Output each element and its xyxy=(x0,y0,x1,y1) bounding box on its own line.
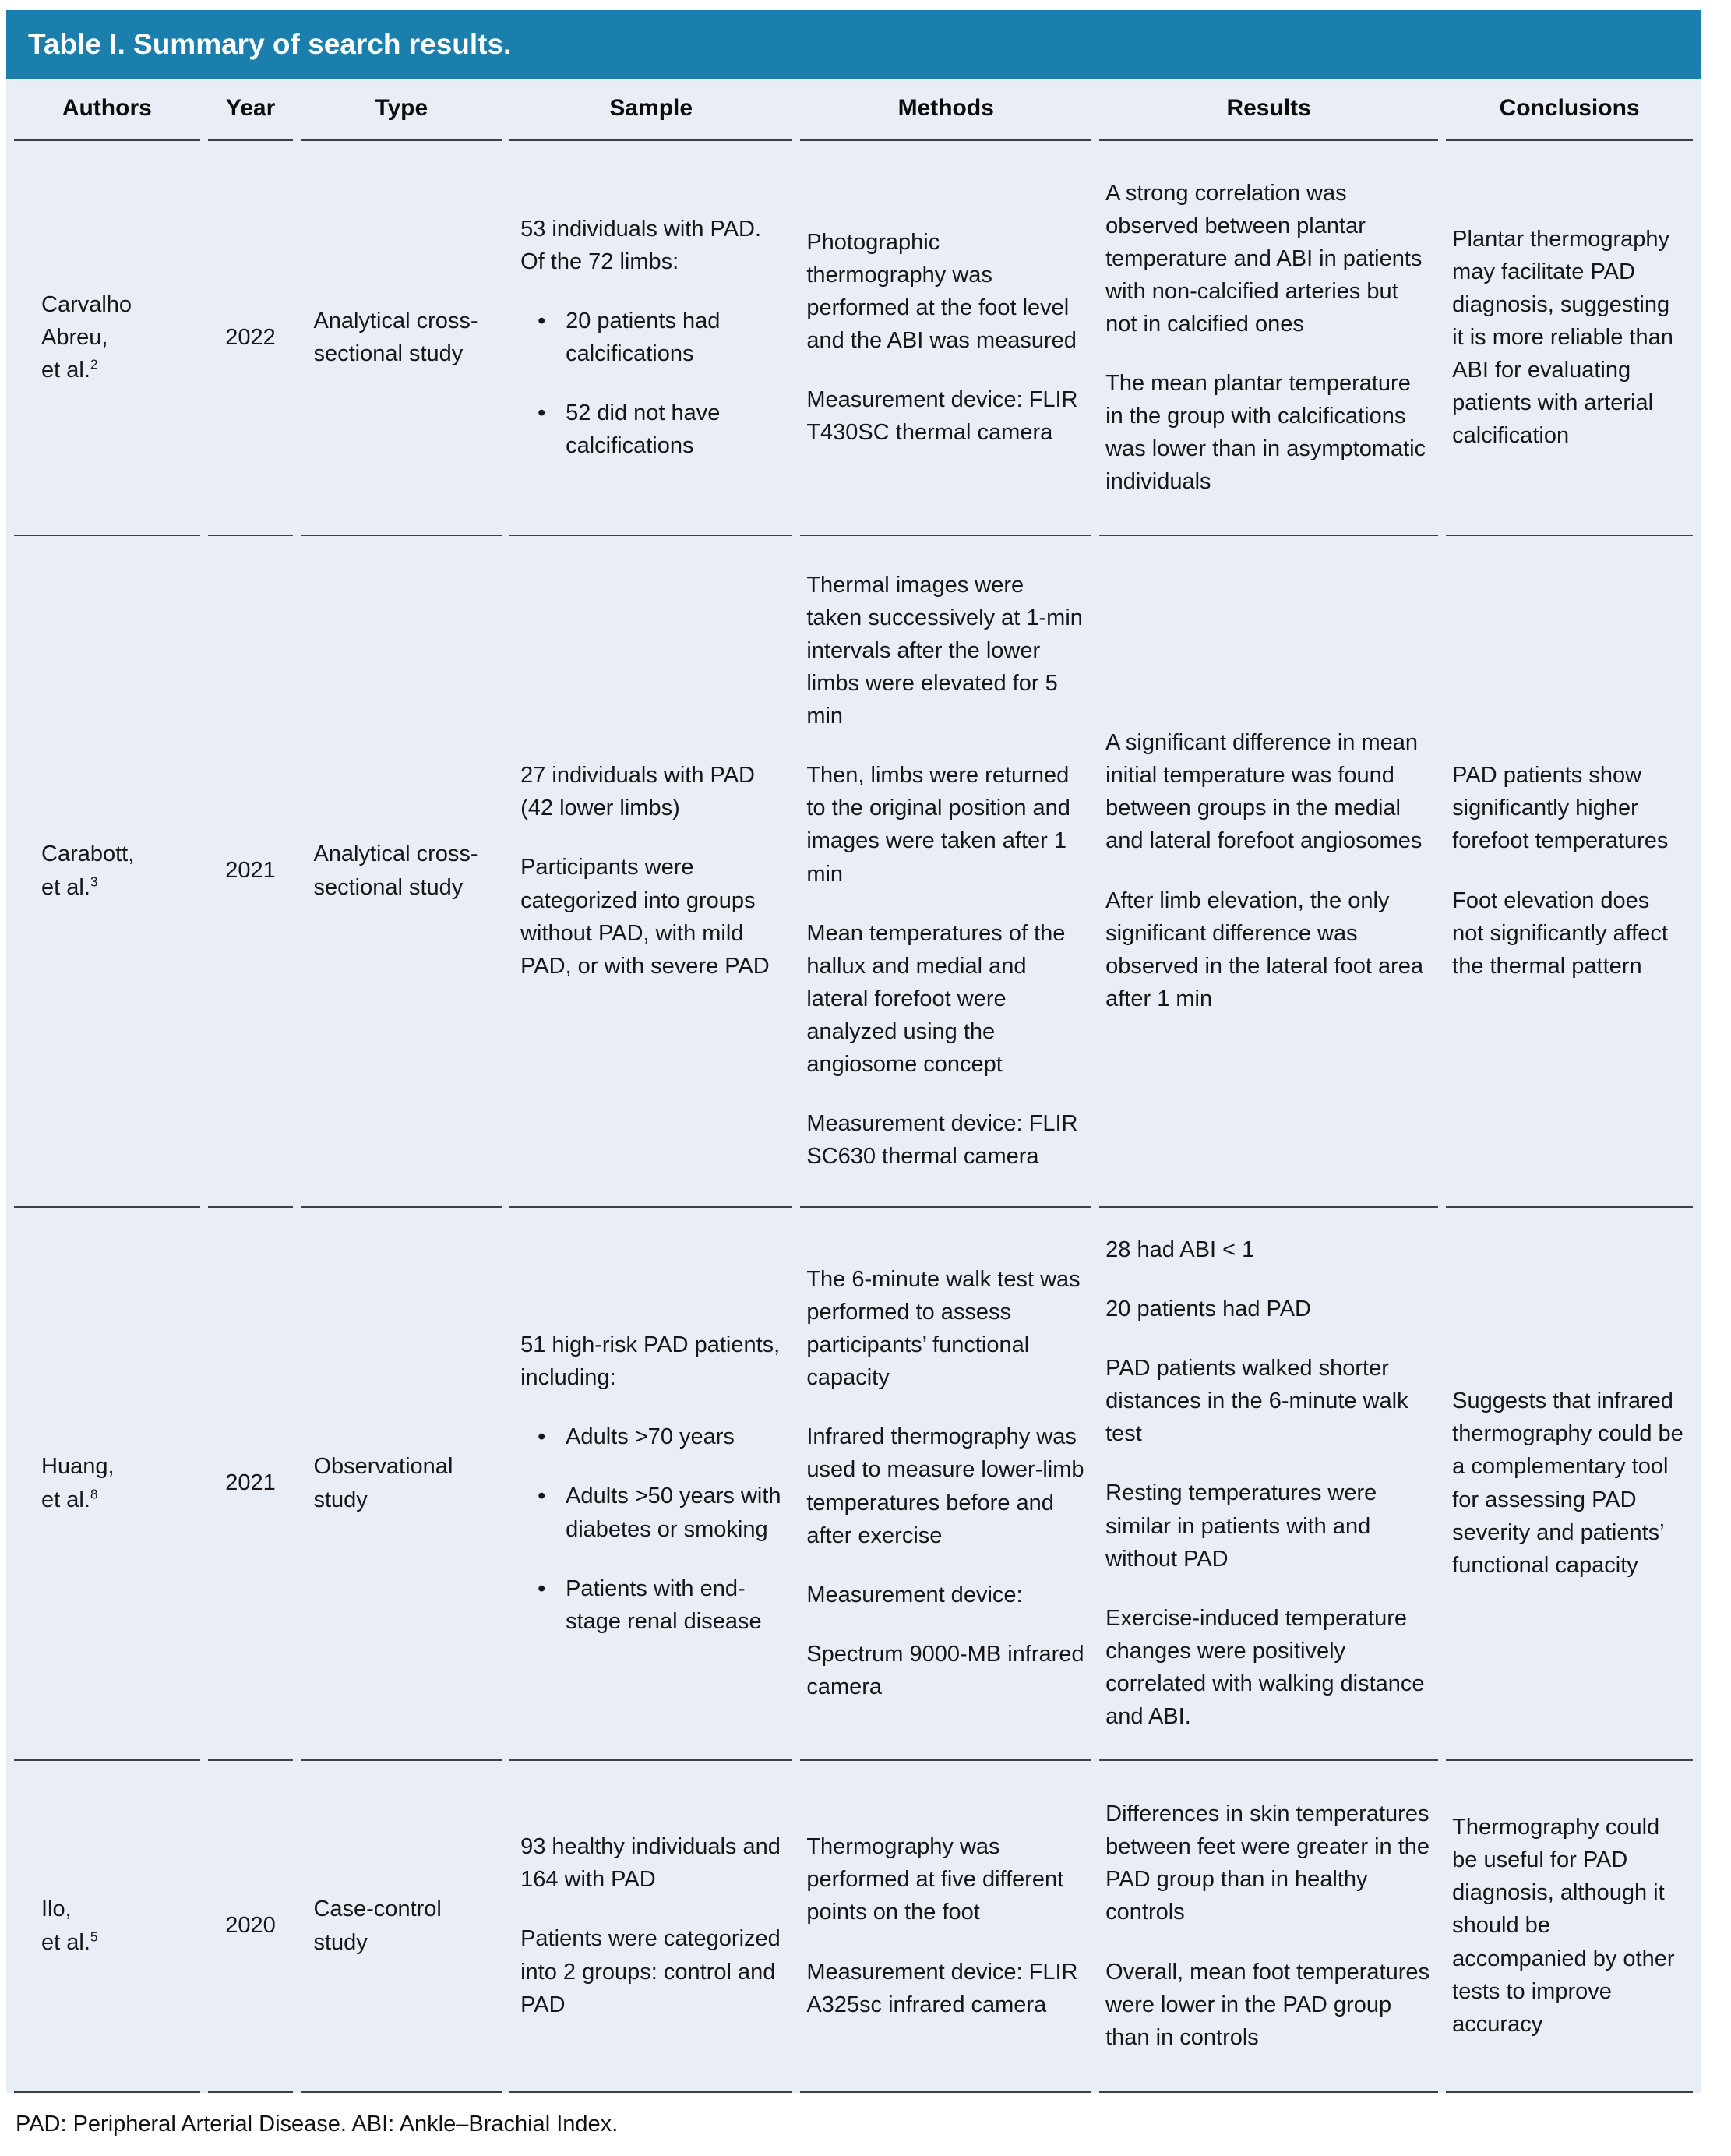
column-header-type: Type xyxy=(301,79,502,141)
cell-sample: 27 individuals with PAD (42 lower limbs) Participants were categorized into groups without PAD, with mild PAD, or with severe PAD xyxy=(509,536,792,1208)
cell-type: Case-control study xyxy=(301,1761,502,2093)
list-item: • Adults >50 years with diabetes or smoking xyxy=(520,1480,786,1545)
cell-conclusions: Thermography could be useful for PAD diagnosis, although it should be accompanied by other tests to improve accuracy xyxy=(1446,1761,1693,2093)
cell-methods: Thermal images were taken successively at 1-min intervals after the lower limbs were elevated for 5 min Then, limbs were returned to the original position and images were taken after 1 min Mean temperatures of the hallux and medial and lateral forefoot were analyzed using the angiosome concept Measurement device: FLIR SC630 thermal camera xyxy=(800,536,1091,1208)
sample-bullet-list xyxy=(520,305,786,462)
table-footnote: PAD: Peripheral Arterial Disease. ABI: Ankle–Brachial Index. xyxy=(16,2111,619,2137)
sample-bullet-list xyxy=(520,1420,786,1637)
list-item: • Patients with end-stage renal disease xyxy=(520,1572,786,1638)
table-row-ilo xyxy=(14,1761,1693,2093)
cell-results: Differences in skin temperatures between feet were greater in the PAD group than in healthy controls Overall, mean foot temperatures were lower in the PAD group than in controls xyxy=(1099,1761,1438,2093)
column-header-results: Results xyxy=(1099,79,1438,141)
table-row-carvalho-abreu xyxy=(14,141,1693,536)
header-row xyxy=(14,79,1693,141)
cell-results: 28 had ABI < 1 20 patients had PAD PAD patients walked shorter distances in the 6-minute walk test Resting temperatures were similar in patients with and without PAD Exercise-induced temperature changes were positively correlated with walking distance and ABI. xyxy=(1099,1208,1438,1761)
list-item: • 20 patients had calcifications xyxy=(520,305,786,370)
cell-year: 2020 xyxy=(208,1761,294,2093)
cell-authors xyxy=(14,1208,200,1761)
table-title: Table I. Summary of search results. xyxy=(28,28,512,60)
table-title-bar xyxy=(6,10,1701,79)
cell-conclusions: PAD patients show significantly higher forefoot temperatures Foot elevation does not significantly affect the thermal pattern xyxy=(1446,536,1693,1208)
cell-type: Analytical cross-sectional study xyxy=(301,141,502,536)
column-header-methods: Methods xyxy=(800,79,1091,141)
cell-results: A significant difference in mean initial temperature was found between groups in the medial and lateral forefoot angiosomes After limb elevation, the only significant difference was observed in the lateral foot area after 1 min xyxy=(1099,536,1438,1208)
summary-table xyxy=(6,79,1701,2093)
cell-authors xyxy=(14,536,200,1208)
column-header-conclusions: Conclusions xyxy=(1446,79,1693,141)
list-item: • Adults >70 years xyxy=(520,1420,786,1453)
cell-type: Observational study xyxy=(301,1208,502,1761)
reference-number: 2 xyxy=(90,356,98,372)
table-row-carabott xyxy=(14,536,1693,1208)
author-name: Ilo, et al.$^5$ xyxy=(41,1897,98,1955)
list-item: • 52 did not have calcifications xyxy=(520,397,786,462)
reference-number: 3 xyxy=(90,873,98,889)
author-name: Huang, et al.$^8$ xyxy=(41,1454,115,1512)
summary-table-card xyxy=(6,10,1701,2093)
cell-authors xyxy=(14,141,200,536)
cell-methods: The 6-minute walk test was performed to assess participants’ functional capacity Infrared thermography was used to measure lower-limb temperatures before and after exercise Measurement device: Spectrum 9000-MB infrared camera xyxy=(800,1208,1091,1761)
cell-year: 2021 xyxy=(208,536,294,1208)
column-header-authors: Authors xyxy=(14,79,200,141)
cell-year: 2022 xyxy=(208,141,294,536)
cell-authors xyxy=(14,1761,200,2093)
cell-sample: 51 high-risk PAD patients, including: • Adults >70 years • Adults >50 years with diabetes or smoking • Patients with end-stage renal disease xyxy=(509,1208,792,1761)
cell-sample: 53 individuals with PAD. Of the 72 limbs: • 20 patients had calcifications • 52 did not have calcifications xyxy=(509,141,792,536)
cell-results: A strong correlation was observed between plantar temperature and ABI in patients with non-calcified arteries but not in calcified ones The mean plantar temperature in the group with calcifications was lower than in asymptomatic individuals xyxy=(1099,141,1438,536)
cell-methods: Photographic thermography was performed at the foot level and the ABI was measured Measurement device: FLIR T430SC thermal camera xyxy=(800,141,1091,536)
reference-number: 5 xyxy=(90,1928,98,1944)
cell-year: 2021 xyxy=(208,1208,294,1761)
author-name: Carabott, et al.$^3$ xyxy=(41,842,135,900)
reference-number: 8 xyxy=(90,1485,98,1501)
cell-type: Analytical cross-sectional study xyxy=(301,536,502,1208)
cell-methods: Thermography was performed at five different points on the foot Measurement device: FLIR A325sc infrared camera xyxy=(800,1761,1091,2093)
author-name: Carvalho Abreu, et al.$^2$ xyxy=(41,291,132,383)
cell-conclusions: Suggests that infrared thermography could be a complementary tool for assessing PAD severity and patients’ functional capacity xyxy=(1446,1208,1693,1761)
column-header-sample: Sample xyxy=(509,79,792,141)
cell-sample: 93 healthy individuals and 164 with PAD Patients were categorized into 2 groups: control and PAD xyxy=(509,1761,792,2093)
cell-conclusions: Plantar thermography may facilitate PAD diagnosis, suggesting it is more reliable than ABI for evaluating patients with arterial calcification xyxy=(1446,141,1693,536)
column-header-year: Year xyxy=(208,79,294,141)
table-row-huang xyxy=(14,1208,1693,1761)
